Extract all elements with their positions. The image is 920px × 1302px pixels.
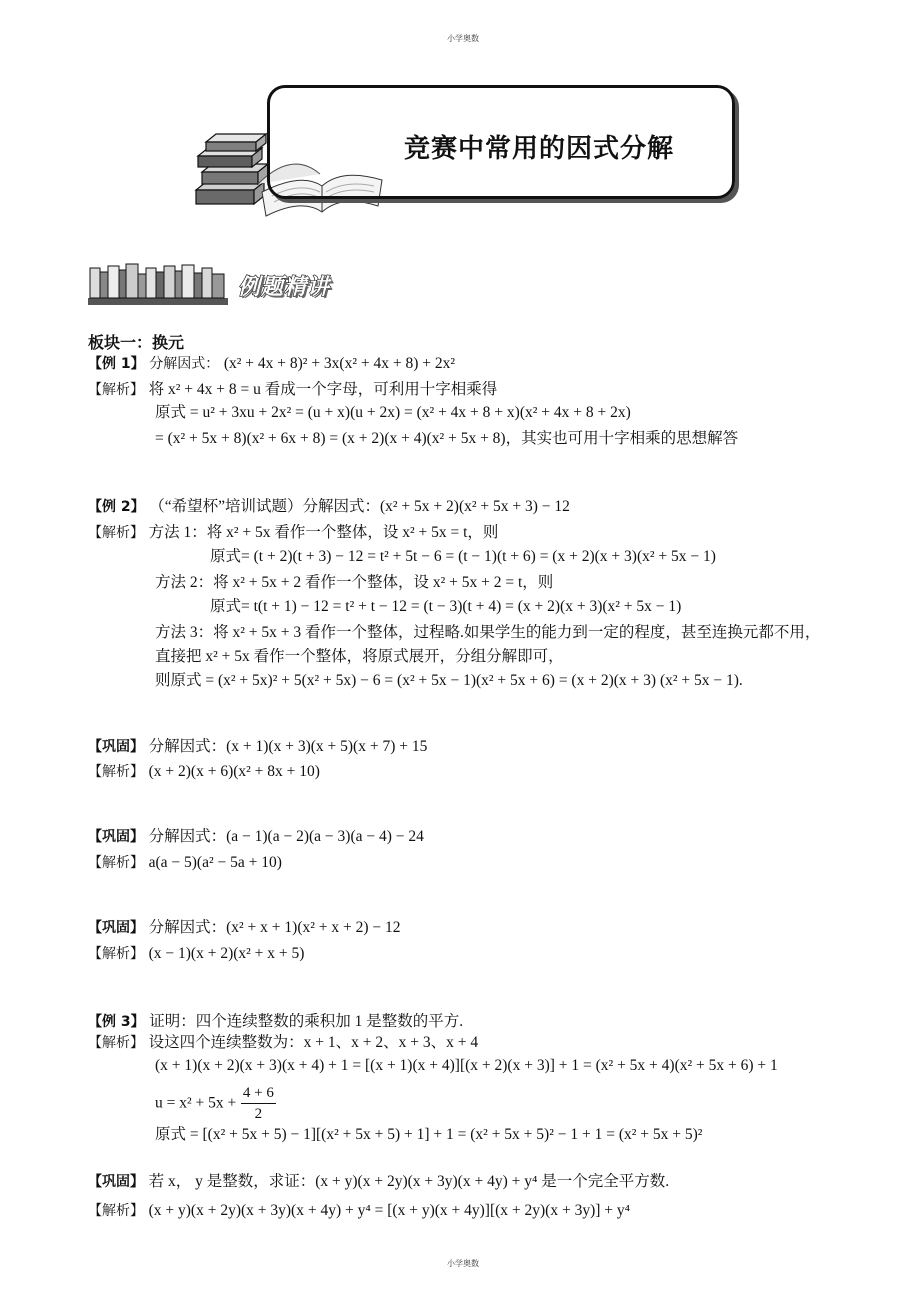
consolidation-tag: 【巩固】 [88, 739, 144, 755]
question-prompt: 证明：四个连续整数的乘积加 1 是整数的平方. [149, 1013, 464, 1030]
solution-tag: 【解析】 [88, 946, 144, 962]
fraction-denominator: 2 [254, 1106, 263, 1122]
fraction [241, 1083, 276, 1124]
example-2-method-3-work: 则原式 = (x² + 5x)² + 5(x² + 5x) − 6 = (x² + 5x − 1)(x² + 5x + 6) = (x + 2)(x + 3) (x² + 5x − 1). [155, 672, 743, 689]
section-title: 例题精讲 [238, 275, 331, 300]
page-footer: 小学奥数 [447, 1259, 479, 1268]
consolidation-tag: 【巩固】 [88, 829, 144, 845]
substitution-left: u = x² + 5x + [155, 1094, 237, 1112]
consolidation-3-solution [88, 944, 304, 964]
example-1-solution-line-2: 原式 = u² + 3xu + 2x² = (u + x)(u + 2x) = (x² + 4x + 8 + x)(x² + 4x + 8 + 2x) [155, 404, 631, 421]
solution-text: 方法 1：将 x² + 5x 看作一个整体，设 x² + 5x = t，则 [148, 524, 499, 541]
example-1-question [88, 354, 455, 374]
example-3-question [88, 1012, 463, 1032]
consolidation-4-question [88, 1172, 669, 1192]
consolidation-2-solution [88, 853, 282, 873]
solution-tag: 【解析】 [88, 382, 144, 398]
solution-text: 将 x² + 4x + 8 = u 看成一个字母，可利用十字相乘得 [148, 381, 498, 398]
example-2-method-3: 方法 3：将 x² + 5x + 3 看作一个整体，过程略.如果学生的能力到一定的程度，甚至连换元都不用， [155, 624, 821, 641]
consolidation-tag: 【巩固】 [88, 920, 144, 936]
consolidation-2-question [88, 827, 424, 847]
solution-text: a(a − 5)(a² − 5a + 10) [148, 854, 282, 871]
question-prompt: 分解因式：(a − 1)(a − 2)(a − 3)(a − 4) − 24 [148, 828, 424, 845]
solution-tag: 【解析】 [88, 855, 144, 871]
solution-text: (x + 2)(x + 6)(x² + 8x + 10) [148, 763, 320, 780]
example-tag: 【例 3】 [88, 1014, 145, 1030]
page-header: 小学奥数 [447, 34, 479, 43]
fraction-numerator: 4 + 6 [241, 1083, 276, 1104]
example-3-solution-line-4: 原式 = [(x² + 5x + 5) − 1][(x² + 5x + 5) + 1] + 1 = (x² + 5x + 5)² − 1 + 1 = (x² + 5x + 5)² [155, 1126, 703, 1143]
example-3-substitution [155, 1083, 276, 1124]
example-2-method-1 [88, 523, 498, 543]
block-heading: 板块一：换元 [88, 333, 185, 352]
example-3-solution-line-1 [88, 1033, 478, 1053]
solution-tag: 【解析】 [88, 525, 144, 541]
page-title: 竞赛中常用的因式分解 [404, 134, 675, 164]
consolidation-1-solution [88, 762, 320, 782]
example-1-solution-line-3: = (x² + 5x + 8)(x² + 6x + 8) = (x + 2)(x + 4)(x² + 5x + 8)，其实也可用十字相乘的思想解答 [155, 430, 739, 447]
question-prompt: （“希望杯”培训试题）分解因式：(x² + 5x + 2)(x² + 5x + 3) − 12 [149, 498, 570, 515]
solution-tag: 【解析】 [88, 1203, 144, 1219]
example-1-solution-line-1 [88, 380, 497, 400]
solution-tag: 【解析】 [88, 1035, 144, 1051]
question-prompt: 若 x， y 是整数，求证：(x + y)(x + 2y)(x + 3y)(x + 4y) + y⁴ 是一个完全平方数. [148, 1173, 670, 1190]
bookshelf-banner-icon [88, 262, 228, 306]
question-prompt: 分解因式：(x + 1)(x + 3)(x + 5)(x + 7) + 15 [148, 738, 428, 755]
example-2-method-3-note: 直接把 x² + 5x 看作一个整体，将原式展开，分组分解即可， [155, 648, 564, 665]
example-tag: 【例 2】 [88, 499, 145, 515]
question-expression: (x² + 4x + 8)² + 3x(x² + 4x + 8) + 2x² [223, 355, 456, 372]
example-2-question [88, 497, 570, 517]
consolidation-3-question [88, 918, 401, 938]
consolidation-4-solution [88, 1201, 630, 1221]
solution-text: 设这四个连续整数为：x + 1、x + 2、x + 3、x + 4 [148, 1034, 479, 1051]
question-prompt: 分解因式： [149, 356, 220, 372]
question-prompt: 分解因式：(x² + x + 1)(x² + x + 2) − 12 [148, 919, 401, 936]
example-tag: 【例 1】 [88, 356, 145, 372]
example-2-method-2: 方法 2：将 x² + 5x + 2 看作一个整体，设 x² + 5x + 2 = t，则 [155, 574, 554, 591]
example-2-method-2-work: 原式= t(t + 1) − 12 = t² + t − 12 = (t − 3)(t + 4) = (x + 2)(x + 3)(x² + 5x − 1) [210, 598, 682, 615]
example-3-solution-line-2: (x + 1)(x + 2)(x + 3)(x + 4) + 1 = [(x + 1)(x + 4)][(x + 2)(x + 3)] + 1 = (x² + 5x + 4)(x² + 5x + 6) + 1 [155, 1057, 778, 1074]
solution-text: (x + y)(x + 2y)(x + 3y)(x + 4y) + y⁴ = [(x + y)(x + 4y)][(x + 2y)(x + 3y)] + y⁴ [148, 1202, 631, 1219]
example-2-method-1-work: 原式= (t + 2)(t + 3) − 12 = t² + 5t − 6 = (t − 1)(t + 6) = (x + 2)(x + 3)(x² + 5x − 1) [210, 548, 716, 565]
solution-tag: 【解析】 [88, 764, 144, 780]
solution-text: (x − 1)(x + 2)(x² + x + 5) [148, 945, 305, 962]
consolidation-tag: 【巩固】 [88, 1174, 144, 1190]
consolidation-1-question [88, 737, 427, 757]
